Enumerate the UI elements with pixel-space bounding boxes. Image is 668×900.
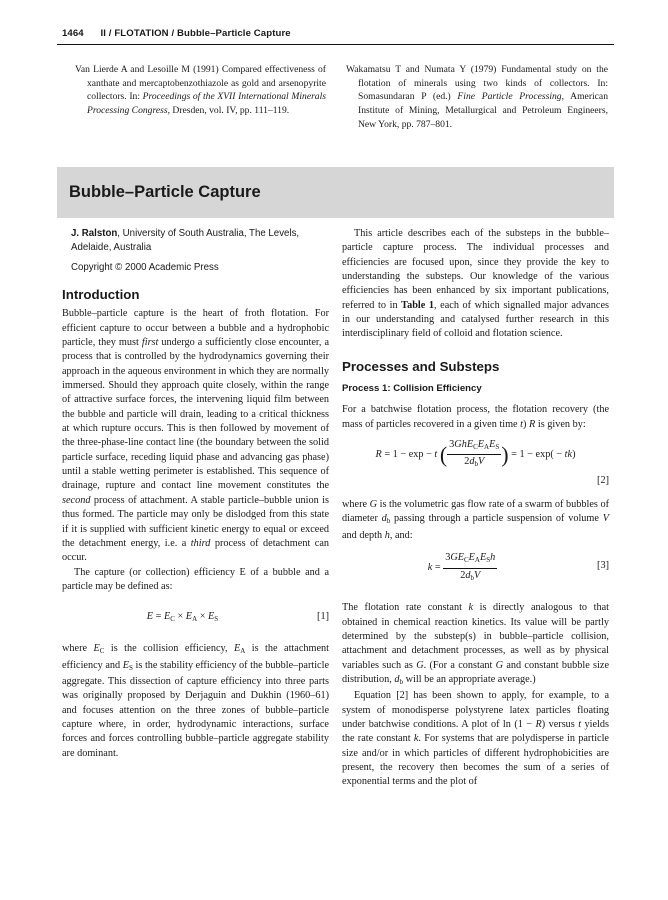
equation-number: [2] — [597, 475, 609, 487]
right-paragraph-2: For a batchwise flotation process, the flotation recovery (the mass of particles recovered in a given time t) R is given by: — [342, 404, 609, 430]
intro-paragraph-1: Bubble–particle capture is the heart of froth flotation. For efficient capture to occur between a bubble and a hydrophobic particle, they must first undergo a sufficiently close encounter, a process that is controlled by the hydrodynamics governing their approach in the aqueous environment in which they are normally immersed. Should they approach quite closely, within the range of attractive surface forces, the intervening liquid film between the bubble and particle will drain, leading to a critical thickness at which rupture occurs. This is then followed by movement of the three-phase-line contact line (the boundary between the solid particle surface, receding liquid phase and advancing gas phase) until a stable wetting perimeter is established. This sequence of drainage, rupture and contact line movement constitutes the second process of attachment. A stable particle–bubble union is thus formed. The particle may only be dislodged from this state if it is supplied with sufficient kinetic energy to equal or exceed the detachment energy, i.e. a third process of detachment can occur. — [62, 308, 330, 564]
page-number: 1464 — [62, 28, 84, 39]
right-paragraph-3: where G is the volumetric gas flow rate of a swarm of bubbles of diameter $d_b$ passing through a particle suspension of volume V and depth h, and: — [342, 499, 609, 541]
right-paragraph-4: The flotation rate constant k is directly analogous to that obtained in chemical reaction kinetics. Its value will be partly determined by the substep(s) in bubble–particle collision, attachment and detachment processes, as well as by physical variables such as G. (For a constant G and constant bubble size distribution, $d_b$ will be an appropriate average.) — [342, 602, 609, 686]
reference-entry: Wakamatsu T and Numata Y (1979) Fundamental study on the flotation of minerals using two kinds of collectors. In: Somasundaran P (ed.) Fine Particle Processing, American Institute of Mining, Metallurgical and Petroleum Engineers, New York, pp. 787–801. — [346, 64, 608, 130]
reference-right — [346, 63, 608, 132]
table-reference[interactable]: Table 1 — [401, 299, 435, 311]
copyright: Copyright © 2000 Academic Press — [71, 262, 219, 273]
right-column — [342, 227, 609, 790]
heading-introduction: Introduction — [62, 287, 140, 302]
author-block — [62, 227, 329, 275]
author-affiliation: , University of South Australia, The Levels, Adelaide, Australia — [71, 228, 300, 253]
heading-processes: Processes and Substeps — [342, 358, 500, 374]
section-path: II / FLOTATION / Bubble–Particle Capture — [100, 28, 291, 39]
author-name: J. Ralston — [71, 228, 118, 239]
equation-number: [1] — [317, 611, 329, 623]
left-column — [62, 227, 329, 761]
right-paragraph-5: Equation [2] has been shown to apply, for example, to a system of monodisperse polystyrene latex particles floating under batchwise conditions. A plot of ln (1 − R) versus t yields the rate constant k. For systems that are polydisperse in particle size and/or in which particles of different hydrophobicities are present, the recovery then becomes the sum of a series of exponential terms and the plot of — [342, 690, 610, 788]
equation-number: [3] — [597, 560, 609, 572]
right-paragraph-1: This article describes each of the substeps in the bubble–particle capture process. The individual processes and efficiencies are focused upon, since they provide the key to understanding the substeps. Our knowledge of the various efficiencies has been enhanced by six important publications, referred to in Table 1, each of which signalled major advances in our understanding and catalysed further research in this interdisciplinary field of colloid and flotation science. — [342, 228, 609, 340]
equation-2: R = 1 − exp − t ( $\frac{3GhE_CE_AE_S}{2d_bV}$ ) = 1 − exp( − tk) [2] — [342, 438, 609, 492]
running-header — [62, 28, 291, 39]
intro-paragraph-2: The capture (or collection) efficiency E of a bubble and a particle may be defined as: — [62, 566, 329, 592]
reference-left — [75, 63, 326, 118]
article-title: Bubble–Particle Capture — [69, 183, 261, 201]
equation-3: k = $\frac{3GE_CE_AE_Sh}{2d_bV}$ [3] — [427, 552, 609, 582]
equation-1: $E = E_C \times E_A \times E_S$ [1] — [146, 611, 329, 624]
article-title-banner — [57, 167, 614, 218]
author-line — [71, 227, 329, 255]
intro-paragraph-3: where $E_C$ is the collision efficiency, $E_A$ is the attachment efficiency and $E_S$ is the stability efficiency of the bubble–particle aggregate. This dissection of capture efficiency into three parts was originally proposed by Derjaguin and Dukhin (1960–61) and focuses attention on the three zones of bubble–particle capture where, in order, hydrodynamic interactions, surface forces and forces controlling bubble–particle aggregate stability are dominant. — [62, 643, 330, 759]
subheading-collision: Process 1: Collision Efficiency — [342, 383, 482, 395]
reference-entry: Van Lierde A and Lesoille M (1991) Compared effectiveness of xanthate and mercaptobenzothiazole as gold and arsenopyrite collectors. In: Proceedings of the XVII International Minerals Processing Congress, Dresden, vol. IV, pp. 111–119. — [75, 64, 327, 117]
header-rule — [57, 44, 614, 45]
